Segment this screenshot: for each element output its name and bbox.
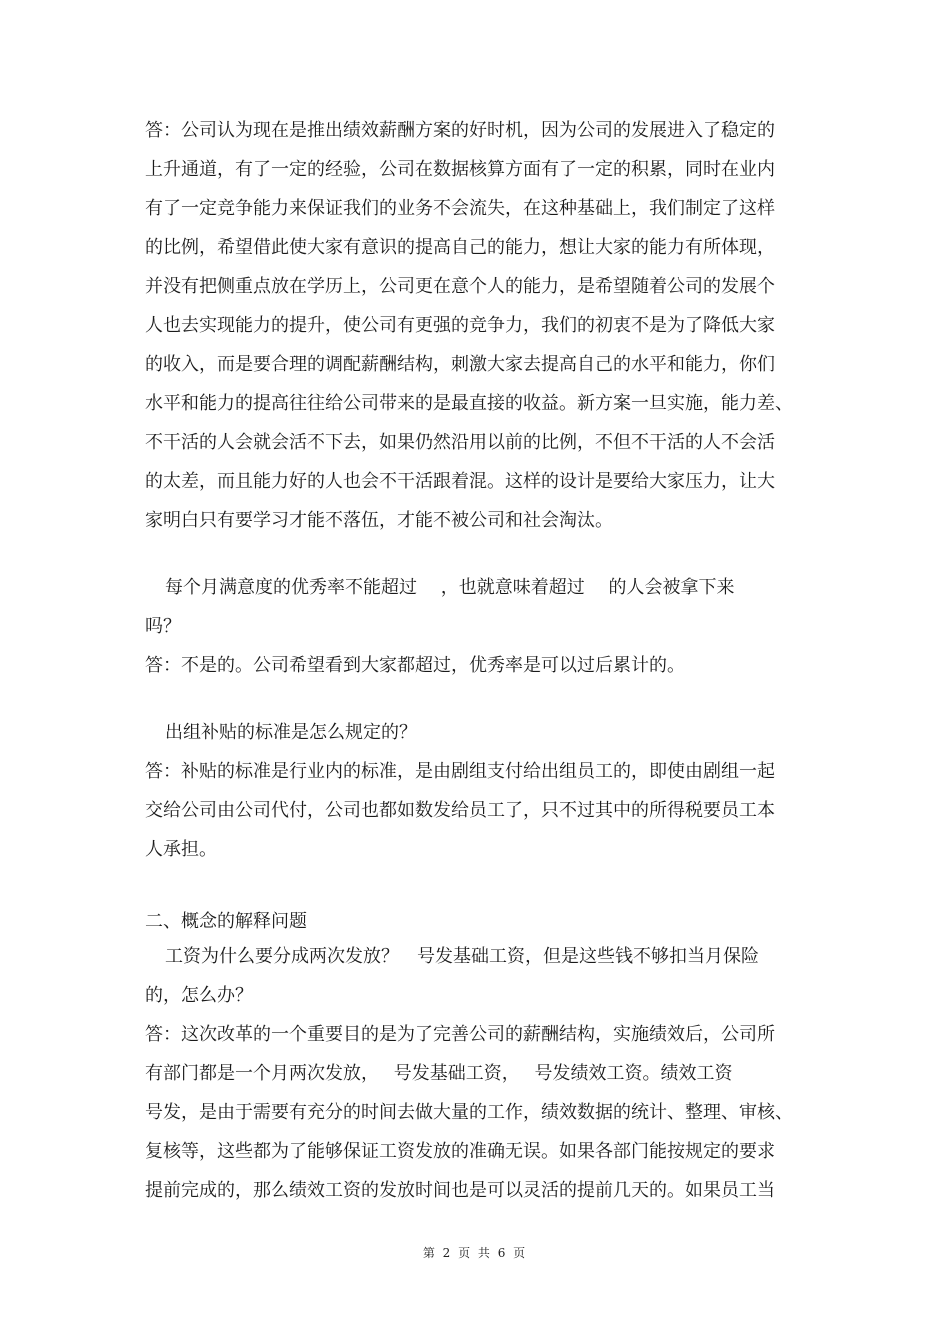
- answer-line: 答：这次改革的一个重要目的是为了完善公司的薪酬结构，实施绩效后，公司所: [145, 1024, 775, 1045]
- paragraph-line: 的比例，希望借此使大家有意识的提高自己的能力，想让大家的能力有所体现，: [145, 237, 775, 258]
- answer-line: 提前完成的，那么绩效工资的发放时间也是可以灵活的提前几天的。如果员工当: [145, 1180, 775, 1201]
- page-number-footer: 第 2 页 共 6 页: [422, 1246, 528, 1260]
- answer-line: 答：不是的。公司希望看到大家都超过，优秀率是可以过后累计的。: [145, 655, 685, 676]
- paragraph-line: 有了一定竞争能力来保证我们的业务不会流失，在这种基础上，我们制定了这样: [145, 198, 775, 219]
- question-line: 出组补贴的标准是怎么规定的？: [165, 722, 417, 743]
- question-line: 每个月满意度的优秀率不能超过 ，也就意味着超过 的人会被拿下来: [165, 577, 735, 598]
- paragraph-line: 不干活的人会就会活不下去，如果仍然沿用以前的比例，不但不干活的人不会活: [145, 432, 775, 453]
- paragraph-line: 的太差，而且能力好的人也会不干活跟着混。这样的设计是要给大家压力，让大: [145, 471, 775, 492]
- answer-line: 复核等，这些都为了能够保证工资发放的准确无误。如果各部门能按规定的要求: [145, 1141, 775, 1162]
- paragraph-line: 答：公司认为现在是推出绩效薪酬方案的好时机，因为公司的发展进入了稳定的: [145, 120, 775, 141]
- question-line: 吗？: [145, 616, 181, 637]
- question-line: 的，怎么办？: [145, 985, 253, 1006]
- answer-line: 有部门都是一个月两次发放， 号发基础工资， 号发绩效工资。绩效工资: [145, 1063, 733, 1084]
- paragraph-line: 水平和能力的提高往往给公司带来的是最直接的收益。新方案一旦实施，能力差、: [145, 393, 793, 414]
- paragraph-line: 并没有把侧重点放在学历上，公司更在意个人的能力，是希望随着公司的发展个: [145, 276, 775, 297]
- paragraph-line: 人也去实现能力的提升，使公司有更强的竞争力，我们的初衷不是为了降低大家: [145, 315, 775, 336]
- paragraph-line: 家明白只有要学习才能不落伍，才能不被公司和社会淘汰。: [145, 510, 613, 531]
- paragraph-line: 上升通道，有了一定的经验，公司在数据核算方面有了一定的积累，同时在业内: [145, 159, 775, 180]
- question-line: 工资为什么要分成两次发放？ 号发基础工资，但是这些钱不够扣当月保险: [165, 946, 759, 967]
- answer-line: 号发，是由于需要有充分的时间去做大量的工作，绩效数据的统计、整理、审核、: [145, 1102, 793, 1123]
- answer-line: 交给公司由公司代付，公司也都如数发给员工了，只不过其中的所得税要员工本: [145, 800, 775, 821]
- paragraph-line: 的收入，而是要合理的调配薪酬结构，刺激大家去提高自己的水平和能力，你们: [145, 354, 775, 375]
- answer-line: 答：补贴的标准是行业内的标准，是由剧组支付给出组员工的，即使由剧组一起: [145, 761, 775, 782]
- answer-line: 人承担。: [145, 839, 217, 860]
- section-heading: 二、概念的解释问题: [145, 911, 307, 932]
